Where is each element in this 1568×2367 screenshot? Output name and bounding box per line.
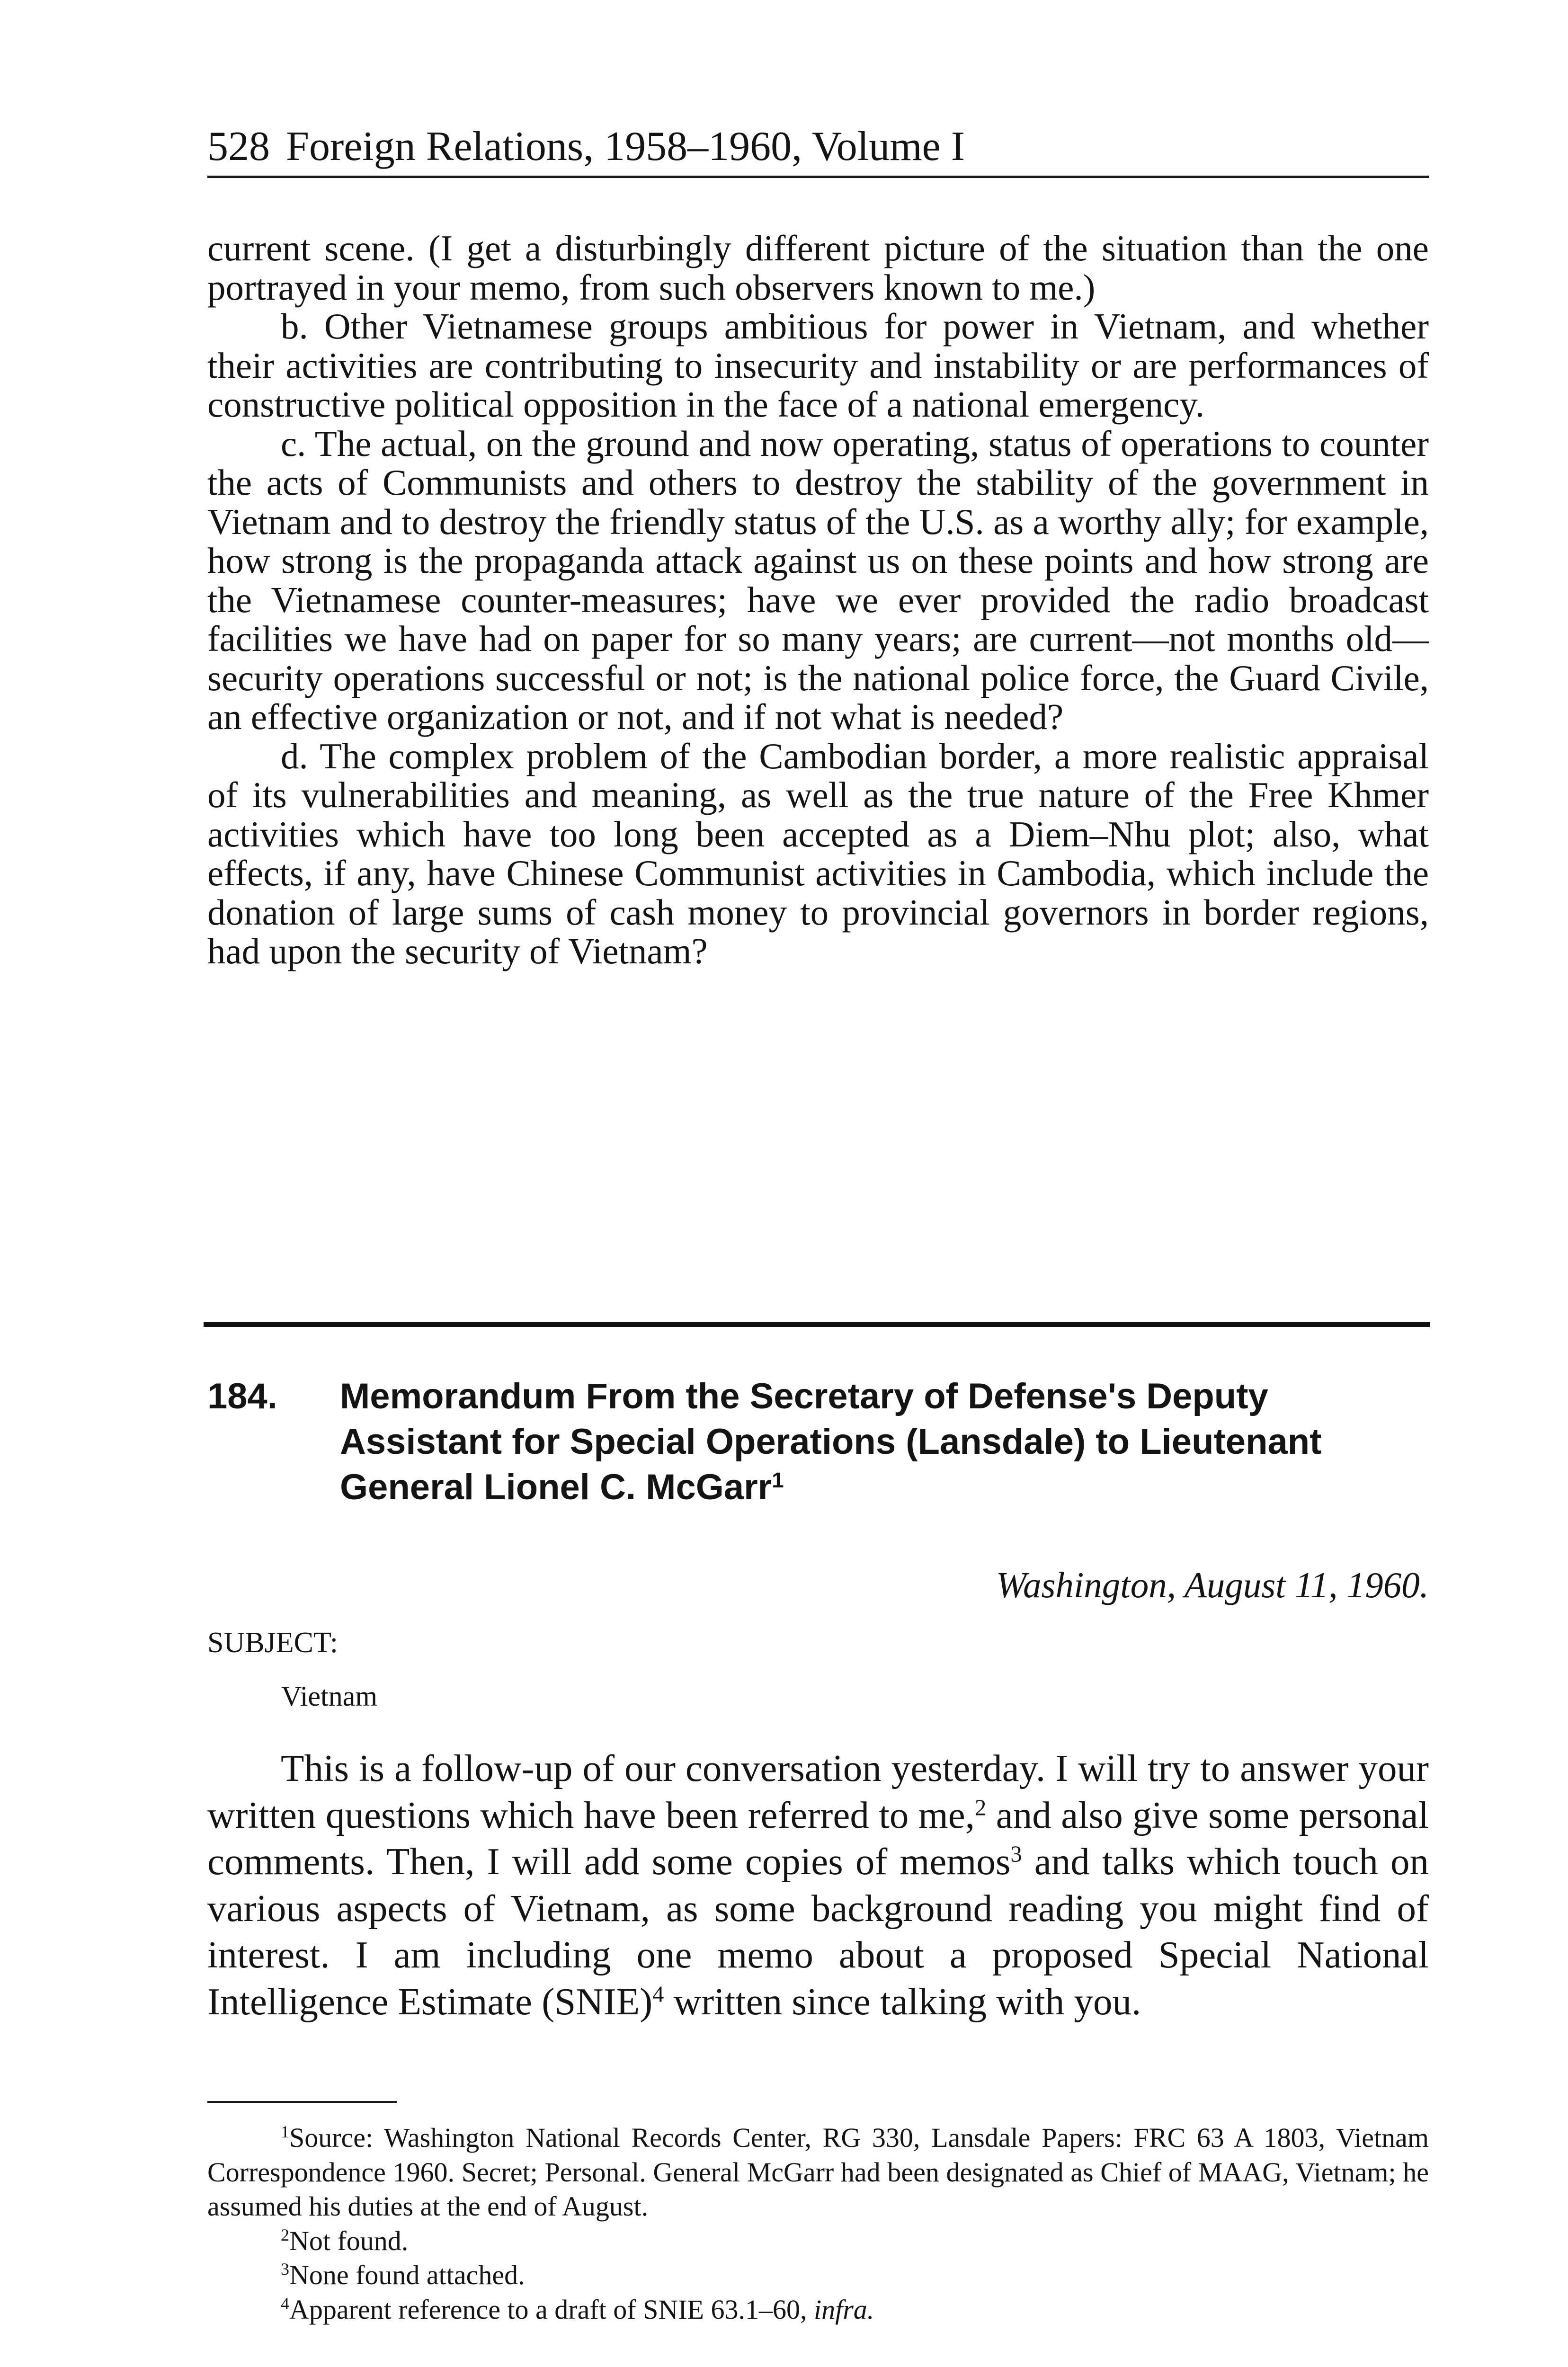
subject-value: Vietnam [281,1681,377,1712]
footnote-1 [207,2121,1429,2224]
footnote-text: None found attached. [289,2260,525,2290]
continued-paragraph: current scene. (I get a disturbingly different picture of the situation than the one portrayed in your memo, from such observers known to me.) [207,228,1429,308]
section-divider [204,1322,1430,1327]
footnote-ref-1[interactable]: 1 [772,1468,784,1492]
footnote-4 [207,2293,1429,2327]
document-heading [207,1374,1429,1510]
footnote-marker: 3 [281,2260,289,2279]
item-c: c. The actual, on the ground and now operating, status of operations to counter the acts of Communists and others to destroy the stability of the government in Vietnam and to destroy the friendly status of the U.S. as a worthy ally; for example, how strong is the propaganda attack against us on these points and how strong are the Vietnamese counter-measures; have we ever provided the radio broadcast facilities we have had on paper for so many years; are current—not months old—security operations successful or not; is the national police force, the Guard Civile, an effective organization or not, and if not what is needed? [207,423,1429,737]
volume-title: Foreign Relations, 1958–1960, Volume I [286,124,965,169]
footnote-marker: 4 [281,2294,289,2313]
page-number: 528 [207,124,270,169]
body-text-part: and talks which touch on various aspects of Vietnam, as some background reading you might find of interest. I am including one memo about a proposed Special National Intelligence Estimate (SNIE) [207,1840,1429,2023]
footnote-2 [207,2224,1429,2259]
footnote-3 [207,2258,1429,2293]
footnotes [207,2121,1429,2327]
footnote-ref-4[interactable]: 4 [652,1981,664,2007]
body-text-part: written since talking with you. [664,1980,1141,2023]
footnote-text: Source: Washington National Records Center, RG 330, Lansdale Papers: FRC 63 A 1803, Vietnam Correspondence 1960. Secret; Personal. General McGarr had been designated as Chief of MAAG, Vietnam; he assumed his duties at the end of August. [207,2122,1429,2222]
document-title [340,1374,1400,1510]
document-number: 184. [207,1376,277,1416]
item-b: b. Other Vietnamese groups ambitious for power in Vietnam, and whether their activities are contributing to insecurity and instability or are performances of constructive political opposition in the face of a national emergency. [207,306,1429,425]
memo-body [207,1745,1429,2025]
document-title-text: Memorandum From the Secretary of Defense's Deputy Assistant for Special Operations (Lansdale) to Lieutenant General Lionel C. McGarr [340,1376,1322,1507]
continued-text [207,229,1429,971]
footnote-marker: 2 [281,2225,289,2244]
footnote-text: Not found. [289,2225,409,2256]
subject-label: SUBJECT: [207,1627,338,1659]
body-text-part: This is a follow-up of our conversation yesterday. I will try to answer your written questions which have been referred to me, [207,1747,1429,1836]
footnote-text: Apparent reference to a draft of SNIE 63.1–60, [289,2294,814,2325]
footnote-marker: 1 [281,2122,289,2142]
item-d: d. The complex problem of the Cambodian border, a more realistic appraisal of its vulnerabilities and meaning, as well as the true nature of the Free Khmer activities which have too long been accepted as a Diem–Nhu plot; also, what effects, if any, have Chinese Communist activities in Cambodia, which include the donation of large sums of cash money to provincial governors in border regions, had upon the security of Vietnam? [207,735,1429,971]
footnote-ref-3[interactable]: 3 [1010,1841,1022,1867]
body-text-part: and also give some personal comments. Then, I will add some copies of memos [207,1793,1429,1883]
footnote-divider [207,2101,397,2103]
dateline: Washington, August 11, 1960. [996,1565,1429,1605]
footnote-ref-2[interactable]: 2 [975,1794,987,1820]
footnote-citation: infra. [814,2294,874,2325]
running-head [207,121,1429,178]
